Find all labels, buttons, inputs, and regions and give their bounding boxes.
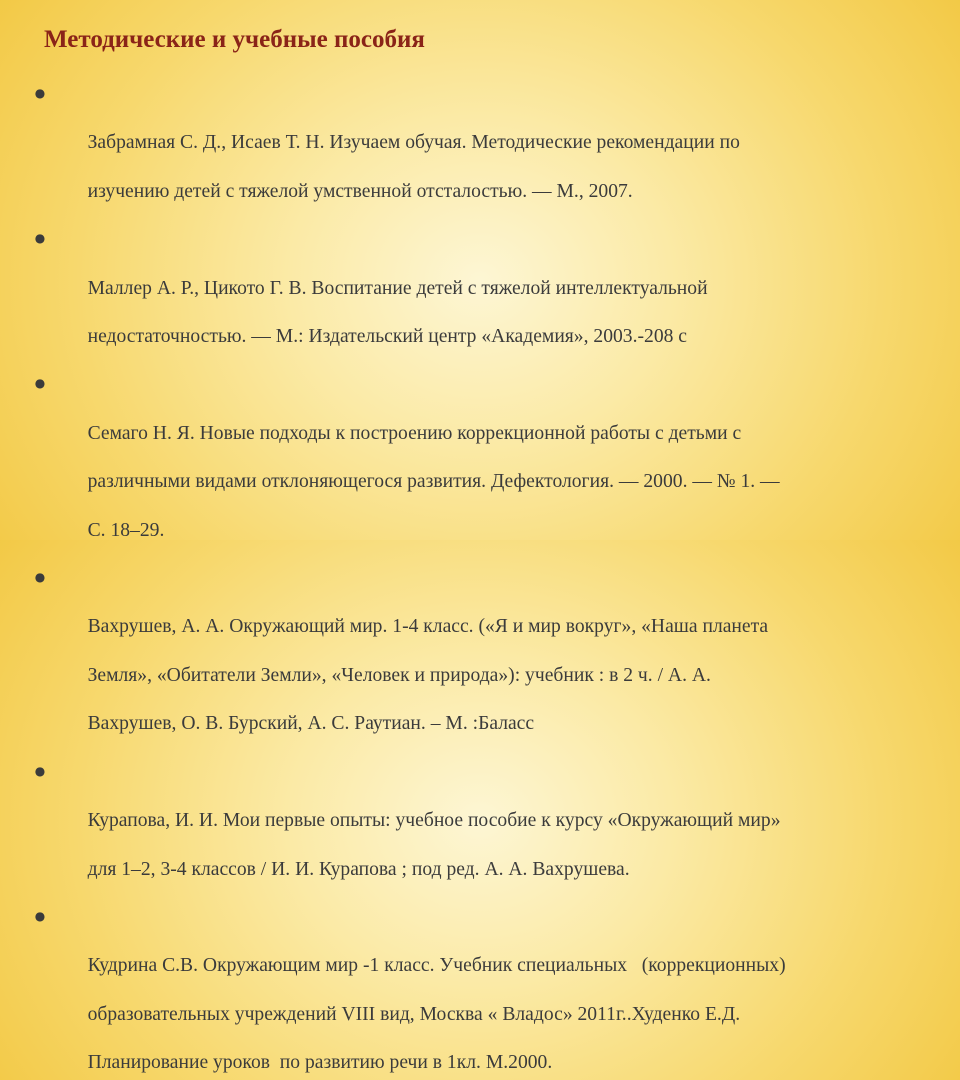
reference-item — [30, 228, 935, 373]
slide-title: Методические и учебные пособия — [44, 26, 425, 53]
reference-line: Курапова, И. И. Мои первые опыты: учебное пособие к курсу «Окружающий мир» — [87, 810, 781, 832]
bullet-icon: ● — [34, 86, 46, 100]
reference-line: изучению детей с тяжелой умственной отсталостью. — М., 2007. — [87, 180, 633, 202]
reference-line: Вахрушев, О. В. Бурский, А. С. Раутиан. – М. :Баласс — [87, 713, 535, 735]
reference-line: недостаточностью. — М.: Издательский центр «Академия», 2003.-208 с — [87, 326, 688, 348]
reference-line: Маллер А. Р., Цикото Г. В. Воспитание детей с тяжелой интеллектуальной — [87, 277, 708, 299]
reference-line: для 1–2, 3-4 классов / И. И. Курапова ; под ред. А. А. Вахрушева. — [87, 858, 630, 880]
bullet-icon: ● — [34, 376, 46, 391]
reference-item — [30, 906, 935, 1080]
reference-line: Семаго Н. Я. Новые подходы к построению коррекционной работы с детьми с — [87, 422, 742, 444]
reference-item — [30, 567, 935, 761]
reference-item — [30, 761, 935, 906]
bullet-icon: ● — [34, 763, 46, 778]
reference-line: Кудрина С.В. Окружающим мир -1 класс. Учебник специальных (коррекционных) — [87, 955, 786, 977]
reference-list — [30, 83, 935, 1080]
reference-line: С. 18–29. — [87, 519, 165, 541]
reference-line: Земля», «Обитатели Земли», «Человек и природа»): учебник : в 2 ч. / А. А. — [87, 664, 711, 686]
bullet-icon: ● — [34, 231, 46, 246]
reference-line: Планирование уроков по развитию речи в 1кл. М.2000. — [87, 1052, 553, 1074]
reference-line: различными видами отклоняющегося развития. Дефектология. — 2000. — № 1. — — [87, 471, 780, 493]
reference-line: Забрамная С. Д., Исаев Т. Н. Изучаем обучая. Методические рекомендации по — [87, 132, 740, 154]
bullet-icon: ● — [34, 570, 46, 585]
bullet-icon: ● — [34, 908, 46, 923]
reference-line: Вахрушев, А. А. Окружающий мир. 1-4 класс. («Я и мир вокруг», «Наша планета — [87, 616, 769, 638]
reference-item — [30, 83, 935, 228]
reference-item — [30, 373, 935, 567]
reference-line: образовательных учреждений VIII вид, Москва « Владос» 2011г..Худенко Е.Д. — [87, 1003, 741, 1025]
